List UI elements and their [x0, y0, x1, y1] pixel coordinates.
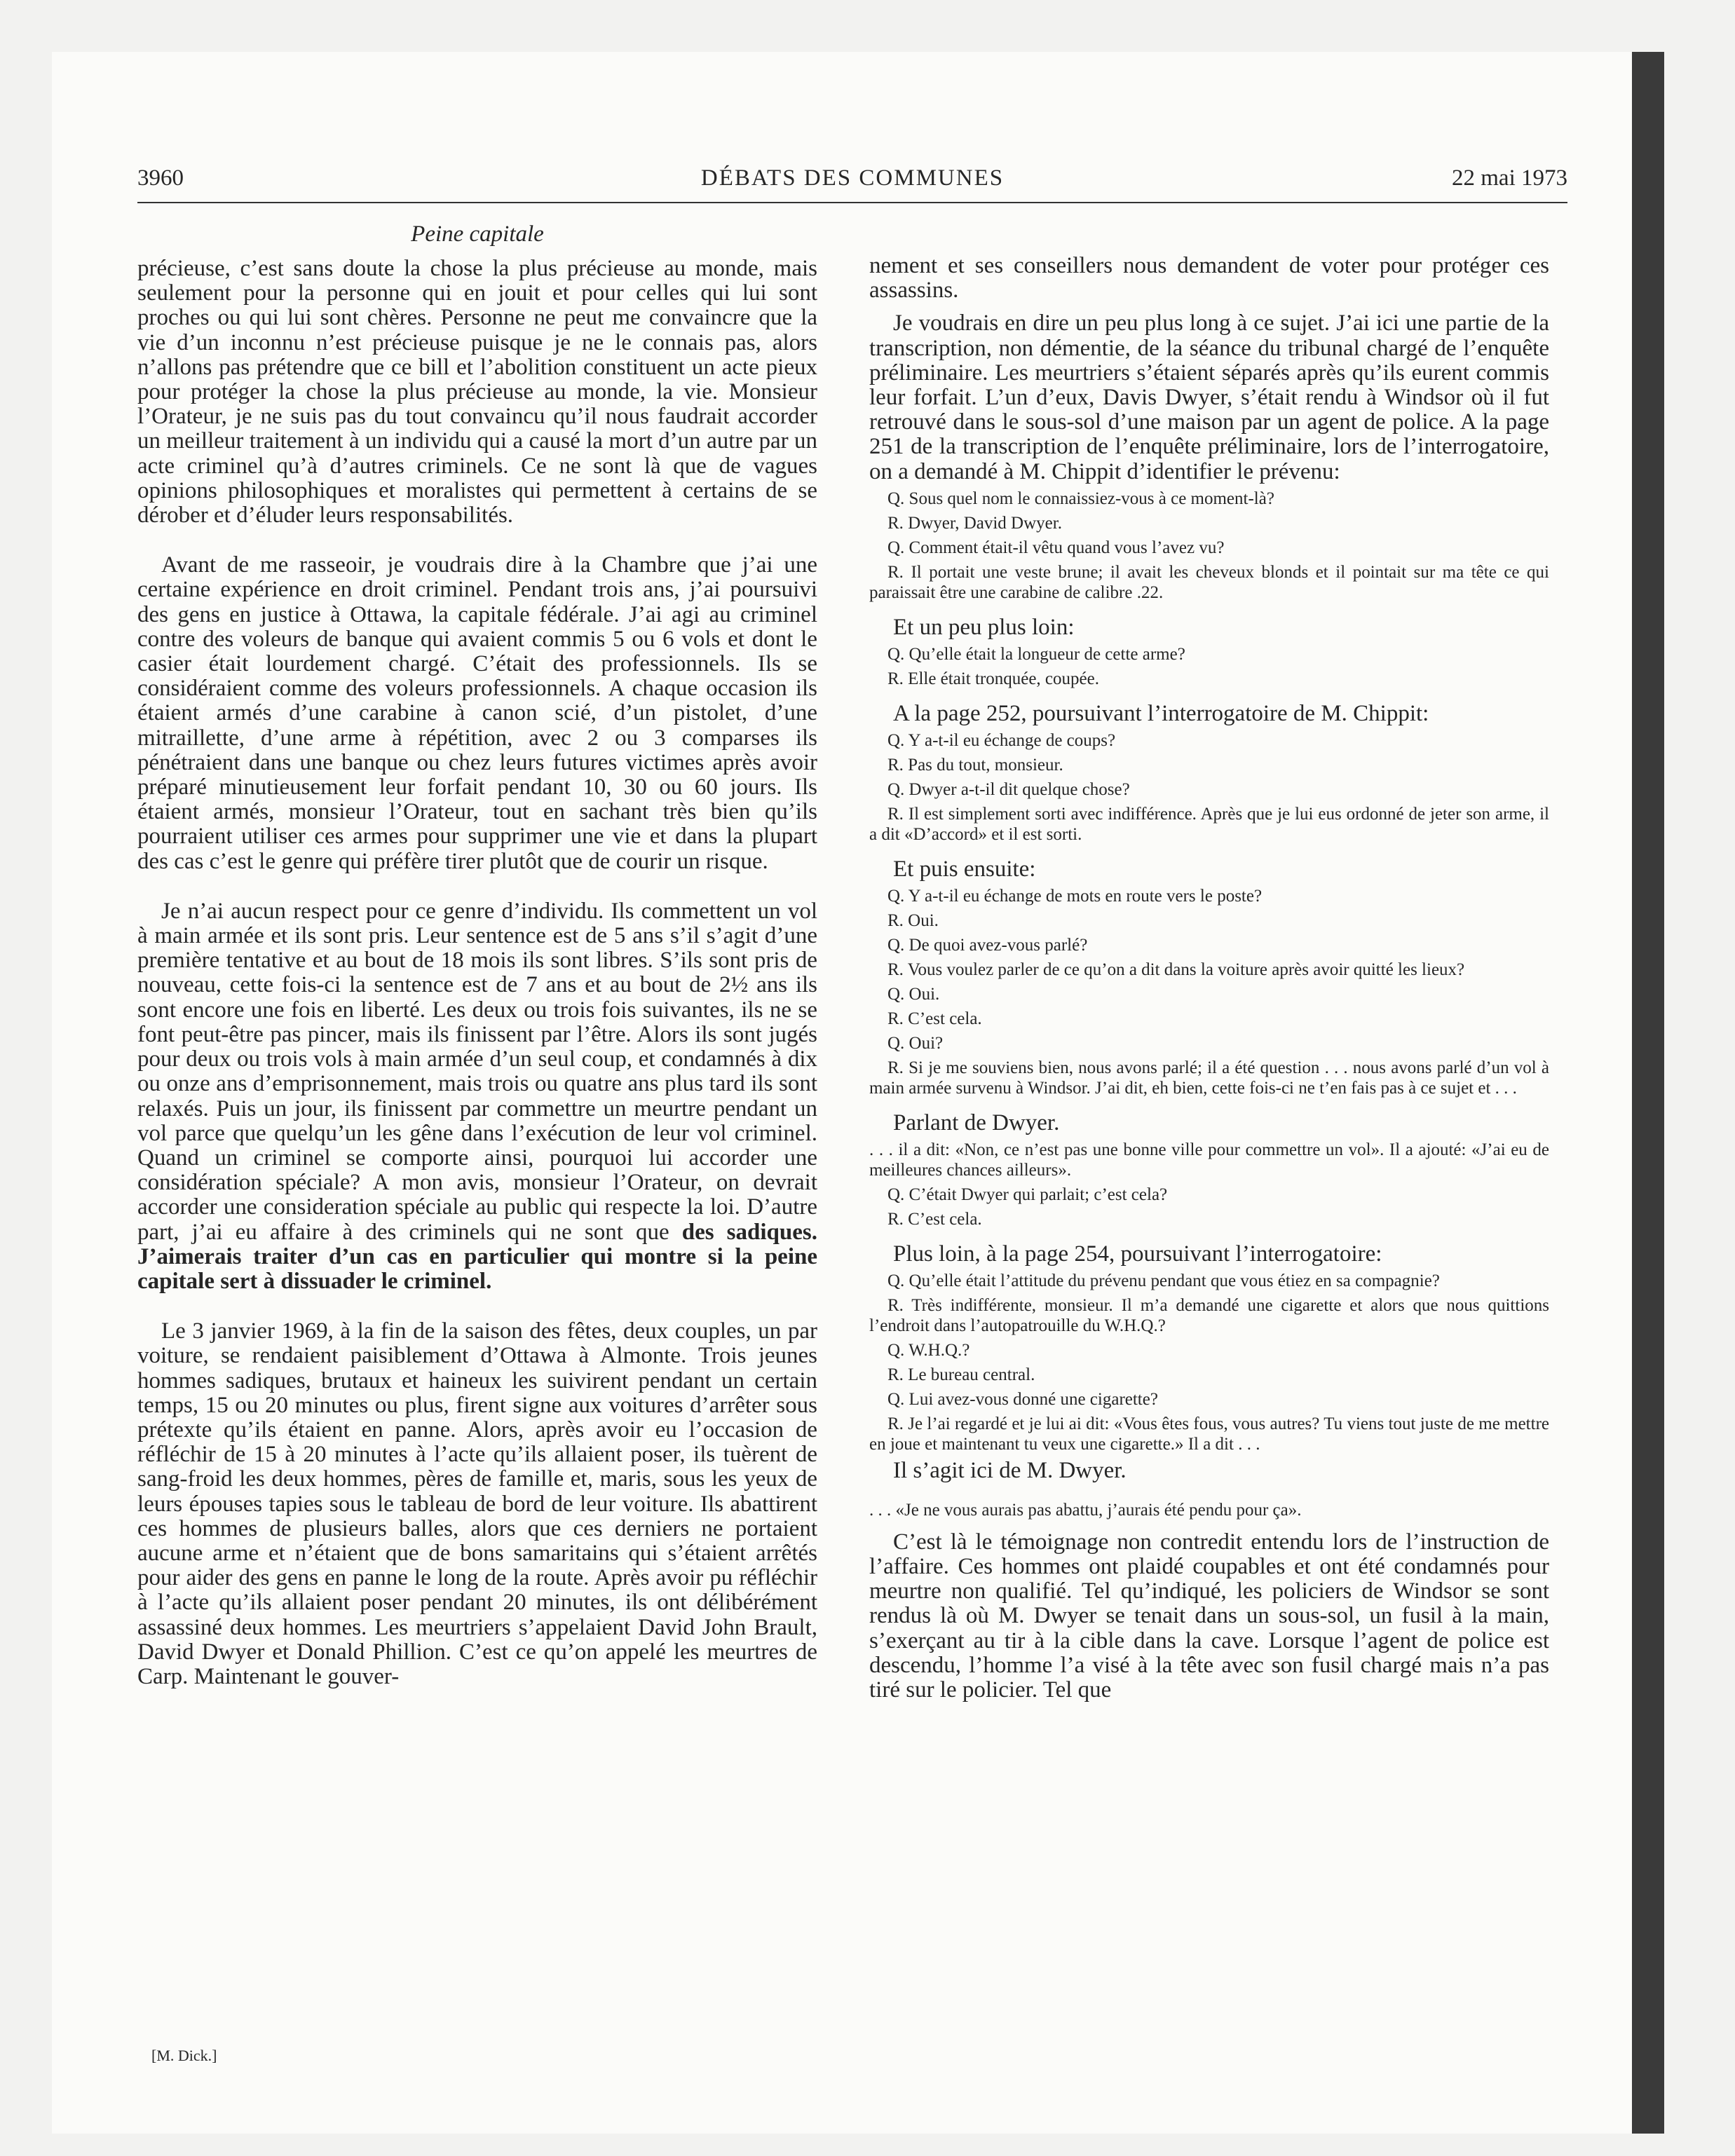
paragraph: Le 3 janvier 1969, à la fin de la saison des fêtes, deux couples, un par voiture, se rendaient paisiblement d’Ottawa à Almonte. Trois jeunes hommes sadiques, brutaux et haineux les suivirent pendant un certain temps, 15 ou 20 minutes ou plus, firent signe aux voitures d’arrêter sous prétexte qu’ils étaient en panne. Alors, après avoir eu l’occasion de réfléchir de 15 à 20 minutes à l’acte qu’ils allaient poser, ils tuèrent de sang-froid les deux hommes, pères de famille et, maris, sous les yeux de leurs épouses tapies sous le tableau de bord de leur voiture. Ils abattirent ces hommes de plusieurs balles, alors que ces derniers ne portaient aucune arme et n’étaient que de bons samaritains qui s’étaient arrêtés pour aider des gens en panne le long de la route. Après avoir pu réfléchir à l’acte qu’ils allaient poser pendant 20 minutes, ils ont délibérément assassiné deux hommes. Les meurtriers s’appelaient David John Brault, David Dwyer et Donald Phillion. C’est ce qu’on appelé les meurtres de Carp. Maintenant le gouver- [137, 1318, 817, 1689]
transcript-line: R. Le bureau central. [887, 1365, 1035, 1384]
transcript-line: Q. Lui avez-vous donné une cigarette? [887, 1389, 1158, 1409]
transcript-line: . . . il a dit: «Non, ce n’est pas une bonne ville pour commettre un vol». Il a ajouté: «J’ai eu de meilleures chances ailleurs». [869, 1140, 1549, 1180]
transcript-line: Q. Qu’elle était la longueur de cette arme? [887, 644, 1185, 664]
transcript-line: R. Il portait une veste brune; il avait les cheveux blonds et il pointait sur ma tête ce qui paraissait être une carabine de calibre .22. [869, 562, 1549, 602]
transcript-line: R. Très indifférente, monsieur. Il m’a demandé une cigarette et alors que nous quittions l’endroit dans l’autopatrouille du W.H.Q.? [869, 1295, 1549, 1335]
transcript-line: Q. Comment était-il vêtu quand vous l’avez vu? [887, 538, 1225, 557]
paragraph: Avant de me rasseoir, je voudrais dire à la Chambre que j’ai une certaine expérience en droit criminel. Pendant trois ans, j’ai poursuivi des gens en justice à Ottawa, la capitale fédérale. J’ai agi au criminel contre des voleurs de banque qui avaient commis 5 ou 6 vols et dont le casier était lourdement chargé. C’était des professionnels. Ils se considéraient comme des voleurs professionnels. A chaque occasion ils étaient armés d’une carabine à canon scié, d’un pistolet, d’une mitraillette, d’une arme à répétition, avec 2 ou 3 comparses ils pénétraient dans une banque ou chez leurs futures victimes après avoir préparé minutieusement leur forfait pendant 10, 30 ou 60 jours. Ils étaient armés, monsieur l’Orateur, tout en sachant très bien qu’ils pourraient utiliser ces armes pour supprimer une vie et dans la plupart des cas c’est le genre qui préfère tirer plutôt que de courir un risque. [137, 552, 817, 874]
transcript-line: R. Il est simplement sorti avec indifférence. Après que je lui eus ordonné de jeter son arme, il a dit «D’accord» et il est sorti. [869, 804, 1549, 844]
page-number: 3960 [137, 165, 184, 191]
publication-title: DÉBATS DES COMMUNES [700, 165, 1005, 191]
page-header [137, 165, 1567, 203]
paragraph: précieuse, c’est sans doute la chose la plus précieuse au monde, mais seulement pour la personne qui en jouit et pour celles qui lui sont proches ou qui lui sont chères. Personne ne peut me convaincre que la vie d’un inconnu n’est précieuse puisque je ne le connais pas, alors n’allons pas prétendre que ce bill et l’abolition constituent un acte pieux pour protéger la chose la plus précieuse au monde, la vie. Monsieur l’Orateur, je ne suis pas du tout convaincu qu’il nous faudrait accorder un meilleur traitement à un individu qui a causé la mort d’un autre par un acte criminel qu’à d’autres criminels. Ce ne sont là que de vagues opinions philosophiques et moralistes qui permettent à certains de se dérober et d’éluder leurs responsabilités. [137, 256, 817, 528]
left-column [137, 257, 817, 1689]
transcript-intro: Et un peu plus loin: [893, 614, 1075, 640]
transcript-intro: Il s’agit ici de M. Dwyer. [893, 1457, 1127, 1483]
transcript-line: Q. Oui. [887, 984, 940, 1004]
bold-text: des sadiques. J’aimerais traiter d’un cas en particulier qui montre si la peine capitale sert à dissuader le criminel. [137, 1219, 817, 1294]
transcript-line: R. Je l’ai regardé et je lui ai dit: «Vous êtes fous, vous autres? Tu viens tout juste de me mettre en joue et maintenant tu veux une cigarette.» Il a dit . . . [869, 1414, 1549, 1454]
transcript-line: R. Elle était tronquée, coupée. [887, 669, 1099, 688]
transcript-line: R. Dwyer, David Dwyer. [887, 513, 1062, 533]
paragraph: nement et ses conseillers nous demandent de voter pour protéger ces assassins. [869, 253, 1549, 303]
speaker-attribution: [M. Dick.] [151, 2047, 217, 2064]
transcript-line: R. C’est cela. [887, 1209, 982, 1229]
transcript-line: Q. Y a-t-il eu échange de mots en route vers le poste? [887, 886, 1263, 906]
transcript-line: R. C’est cela. [887, 1009, 982, 1028]
section-title: Peine capitale [411, 221, 544, 247]
transcript-line: Q. Y a-t-il eu échange de coups? [887, 730, 1116, 750]
transcript-line: Q. Dwyer a-t-il dit quelque chose? [887, 779, 1130, 799]
transcript-line: Q. Qu’elle était l’attitude du prévenu pendant que vous étiez en sa compagnie? [887, 1271, 1440, 1290]
transcript-line: R. Si je me souviens bien, nous avons parlé; il a été question . . . nous avons parlé d’un vol à main armée survenu à Windsor. J’ai dit, eh bien, cette fois-ci ne t’en fais pas à ce sujet et . . . [869, 1058, 1549, 1098]
transcript-line: . . . «Je ne vous aurais pas abattu, j’aurais été pendu pour ça». [869, 1500, 1302, 1520]
paragraph [137, 899, 817, 1294]
page-date: 22 mai 1973 [1452, 165, 1567, 191]
transcript-line: R. Oui. [887, 910, 939, 930]
transcript-intro: Parlant de Dwyer. [893, 1110, 1060, 1135]
transcript-line: R. Vous voulez parler de ce qu’on a dit dans la voiture après avoir quitté les lieux? [887, 960, 1465, 979]
paragraph: C’est là le témoignage non contredit entendu lors de l’instruction de l’affaire. Ces hommes ont plaidé coupables et ont été condamnés pour meurtre non qualifié. Tel qu’indiqué, les policiers de Windsor se sont rendus là où M. Dwyer se tenait dans un sous-sol, un fusil à la main, s’exerçant au tir à la cible dans la cave. Lorsque l’agent de police est descendu, l’homme l’a visé à la tête avec son fusil chargé mais n’a pas tiré sur le policier. Tel que [869, 1529, 1549, 1703]
transcript-line: Q. De quoi avez-vous parlé? [887, 935, 1088, 955]
paragraph-text: Je n’ai aucun respect pour ce genre d’individu. Ils commettent un vol à main armée et ils sont pris. Leur sentence est de 5 ans s’il s’agit d’une première tentative et au bout de 18 mois ils sont libres. S’ils sont pris de nouveau, cette fois-ci la sentence est de 7 ans et au bout de 2½ ans ils sont encore une fois en liberté. Les deux ou trois fois suivantes, ils ne se font peut-être pas pincer, mais ils finissent par l’être. Alors ils sont jugés pour deux ou trois vols à main armée d’un seul coup, et condamnés à dix ou onze ans d’emprisonnement, mais trois ou quatre ans plus tard ils sont relaxés. Puis un jour, ils finissent par commettre un meurtre pendant un vol parce que quelqu’un les gêne dans l’exécution de leur vol criminel. Quand un criminel se comporte ainsi, pourquoi lui accorder une considération spéciale? A mon avis, monsieur l’Orateur, on devrait accorder une consideration spéciale au public qui respecte la loi. D’autre part, j’ai eu affaire à des criminels qui ne sont que [137, 898, 817, 1245]
right-column [869, 254, 1549, 1703]
transcript-line: R. Pas du tout, monsieur. [887, 755, 1063, 775]
transcript-line: Q. C’était Dwyer qui parlait; c’est cela? [887, 1185, 1168, 1204]
paragraph: Je voudrais en dire un peu plus long à ce sujet. J’ai ici une partie de la transcription, non démentie, de la séance du tribunal chargé de l’enquête préliminaire. Les meurtriers s’étaient séparés après qu’ils eurent commis leur forfait. L’un d’eux, Davis Dwyer, s’était rendu à Windsor où il fut retrouvé dans le sous-sol d’une maison par un agent de police. A la page 251 de la transcription de l’enquête préliminaire, lors de l’interrogatoire, on a demandé à M. Chippit d’identifier le prévenu: [869, 311, 1549, 484]
transcript-line: Q. Sous quel nom le connaissiez-vous à ce moment-là? [887, 489, 1274, 508]
transcript-intro: Et puis ensuite: [893, 856, 1036, 882]
transcript-intro: Plus loin, à la page 254, poursuivant l’interrogatoire: [893, 1241, 1382, 1267]
transcript-intro: A la page 252, poursuivant l’interrogatoire de M. Chippit: [893, 700, 1429, 726]
scan-edge-shadow [1632, 52, 1664, 2134]
transcript-line: Q. W.H.Q.? [887, 1340, 970, 1360]
transcript-line: Q. Oui? [887, 1033, 944, 1053]
